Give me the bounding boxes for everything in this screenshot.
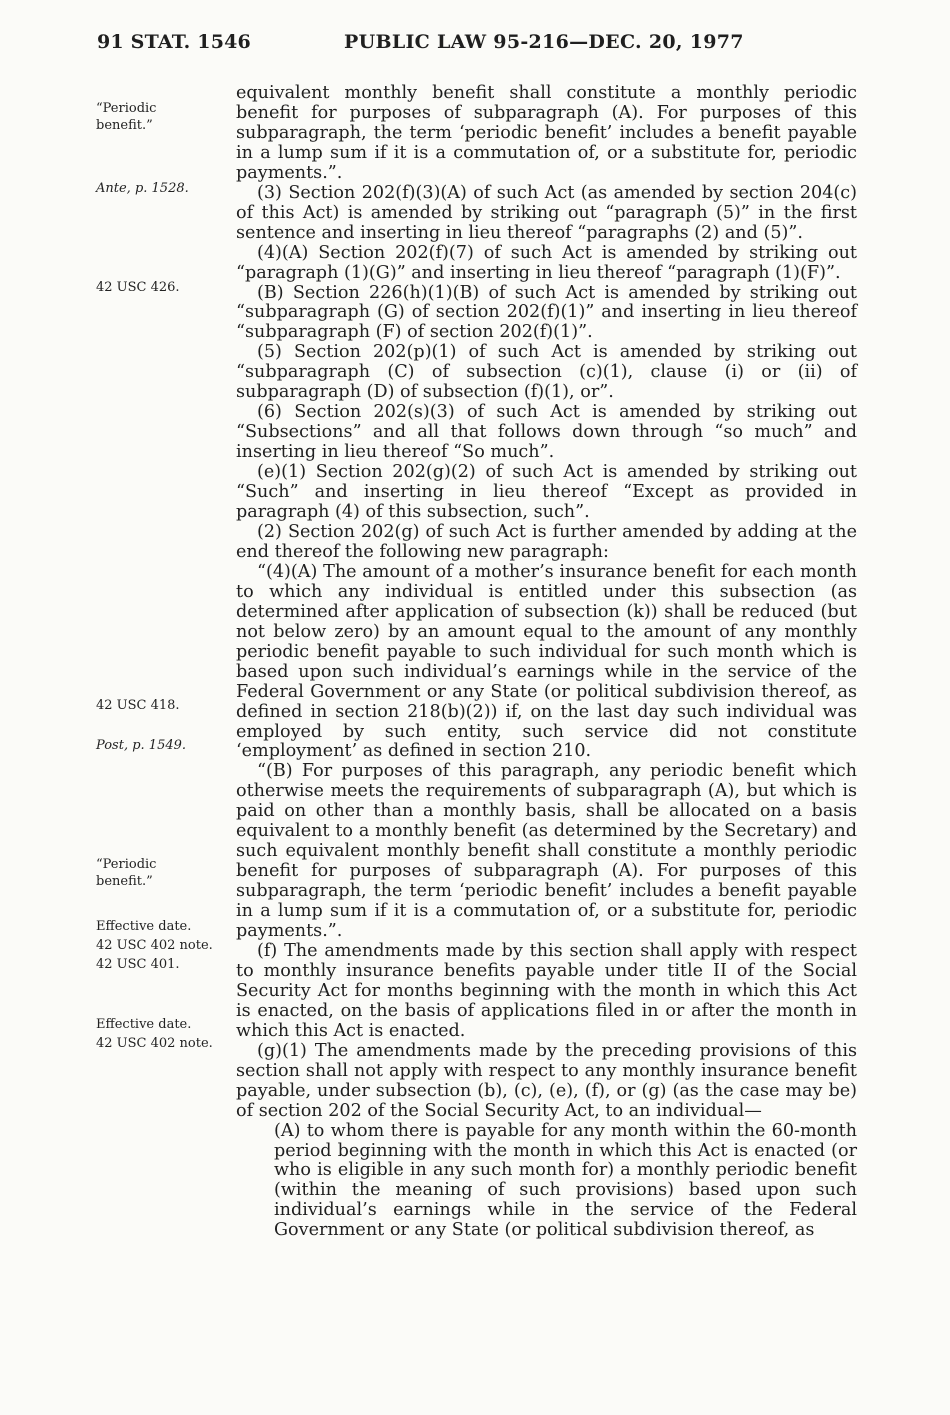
margin-note-periodic-benefit-2 — [96, 856, 156, 890]
margin-note-line: “Periodic — [96, 857, 157, 872]
margin-note-post: Post, p. 1549. — [96, 738, 187, 753]
running-head: PUBLIC LAW 95-216—DEC. 20, 1977 — [344, 31, 744, 53]
paragraph: (5) Section 202(p)(1) of such Act is amended by striking out “subparagraph (C) of subsection (c)(1), clause (i) or (ii) of subparagraph (D) of subsection (f)(1), or”. — [236, 342, 857, 403]
margin-note-ante: Ante, p. 1528. — [96, 181, 189, 196]
paragraph: (A) to whom there is payable for any month within the 60-month period beginning with the month in which this Act is enacted (or who is eligible in any such month for) a monthly periodic benefit (within the meaning of such provisions) based upon such individual’s earnings while in the service of the Federal Government or any State (or political subdivision thereof, as — [274, 1120, 857, 1241]
paragraph: (3) Section 202(f)(3)(A) of such Act (as amended by section 204(c) of this Act) is amended by striking out “paragraph (5)” in the first sentence and inserting in lieu thereof “paragraphs (2) and (5)”. — [236, 182, 857, 243]
margin-note-line: 42 USC 402 note. — [96, 1036, 213, 1051]
margin-note-effective-date-1 — [96, 917, 213, 974]
margin-note-periodic-benefit — [96, 100, 156, 134]
margin-note-line: “Periodic — [96, 101, 157, 116]
margin-note-line: benefit.” — [96, 118, 153, 133]
margin-note-line: Effective date. — [96, 919, 192, 934]
margin-note-effective-date-2 — [96, 1015, 213, 1053]
paragraph: (B) Section 226(h)(1)(B) of such Act is amended by striking out “subparagraph (G) of section 202(f)(1)” and inserting in lieu thereof “subparagraph (F) of section 202(f)(1)”. — [236, 282, 857, 343]
statute-body — [236, 84, 857, 1241]
paragraph: equivalent monthly benefit shall constitute a monthly periodic benefit for purposes of subparagraph (A). For purposes of this subparagraph, the term ‘periodic benefit’ includes a benefit payable in a lump sum if it is a commutation of, or a substitute for, periodic payments.”. — [236, 83, 857, 183]
margin-note-line: Effective date. — [96, 1017, 192, 1032]
margin-note-line: 42 USC 402 note. — [96, 938, 213, 953]
margin-note-42-usc-426: 42 USC 426. — [96, 280, 180, 295]
paragraph: “(4)(A) The amount of a mother’s insurance benefit for each month to which any individual is entitled under this subsection (as determined after application of subsection (k)) shall be reduced (but not below zero) by an amount equal to the amount of any monthly periodic benefit payable to such individual for such month which is based upon such individual’s earnings while in the service of the Federal Government or any State (or political subdivision thereof, as defined in section 218(b)(2)) if, on the last day such individual was employed by such entity, such service did not constitute ‘employment’ as defined in section 210. — [236, 561, 857, 762]
paragraph: (2) Section 202(g) of such Act is further amended by adding at the end thereof the following new paragraph: — [236, 521, 857, 562]
margin-note-line: 42 USC 401. — [96, 957, 180, 972]
paragraph: (6) Section 202(s)(3) of such Act is amended by striking out “Subsections” and all that follows down through “so much” and inserting in lieu thereof “So much”. — [236, 402, 857, 463]
paragraph: (4)(A) Section 202(f)(7) of such Act is amended by striking out “paragraph (1)(G)” and inserting in lieu thereof “paragraph (1)(F)”. — [236, 242, 857, 283]
paragraph: (g)(1) The amendments made by the preceding provisions of this section shall not apply with respect to any monthly insurance benefit payable, under subsection (b), (c), (e), (f), or (g) (as the case may be) of section 202 of the Social Security Act, to an individual— — [236, 1040, 857, 1121]
margin-note-42-usc-418: 42 USC 418. — [96, 698, 180, 713]
paragraph: (e)(1) Section 202(g)(2) of such Act is amended by striking out “Such” and inserting in lieu thereof “Except as provided in paragraph (4) of this subsection, such”. — [236, 462, 857, 523]
margin-note-line: benefit.” — [96, 874, 153, 889]
statute-page-number: 91 STAT. 1546 — [97, 31, 251, 53]
paragraph: “(B) For purposes of this paragraph, any periodic benefit which otherwise meets the requirements of subparagraph (A), but which is paid on other than a monthly basis, shall be allocated on a basis equivalent to a monthly benefit (as determined by the Secretary) and such equivalent monthly benefit shall constitute a monthly periodic benefit for purposes of subparagraph (A). For purposes of this subparagraph, the term ‘periodic benefit’ includes a benefit payable in a lump sum if it is a commutation of, or a substitute for, periodic payments.”. — [236, 761, 857, 942]
paragraph: (f) The amendments made by this section shall apply with respect to monthly insurance benefits payable under title II of the Social Security Act for months beginning with the month in which this Act is enacted, on the basis of applications filed in or after the month in which this Act is enacted. — [236, 940, 857, 1041]
